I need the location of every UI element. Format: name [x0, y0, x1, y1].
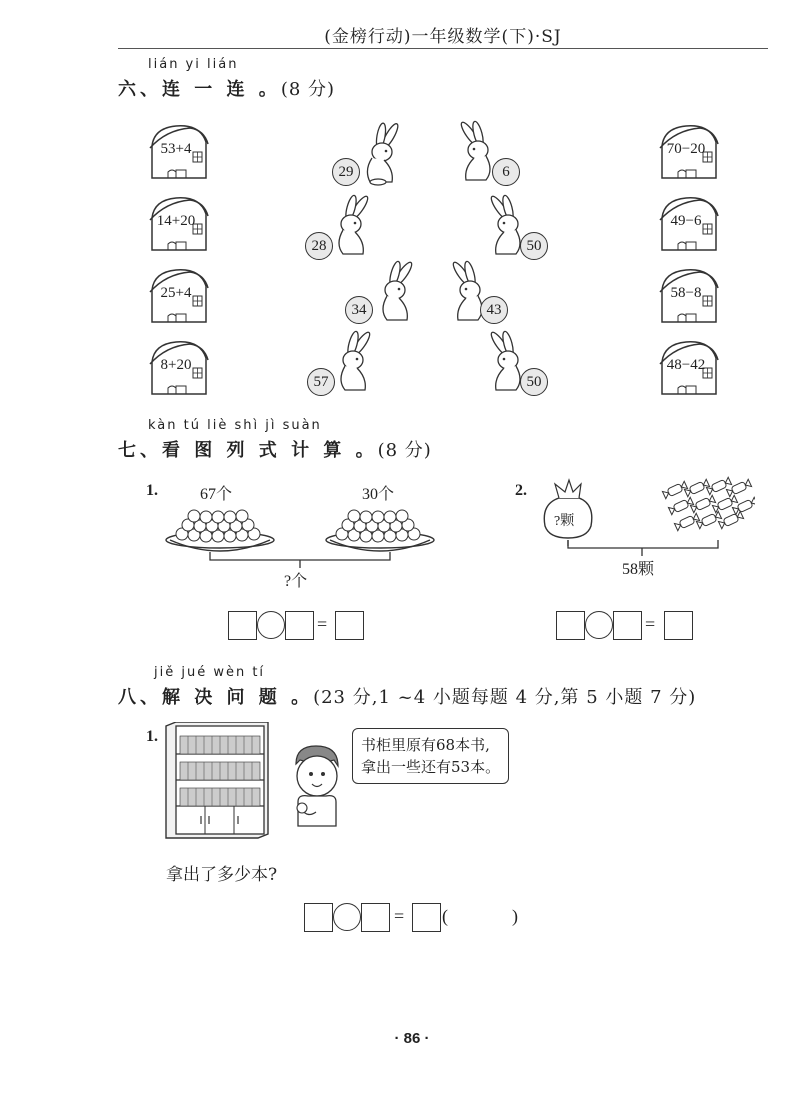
speech-line-1: 书柜里原有68本书, [361, 736, 490, 754]
answer-box[interactable] [285, 611, 314, 640]
rabbit-right-4[interactable] [478, 328, 558, 400]
answer-box[interactable] [304, 903, 333, 932]
house-left-4[interactable] [146, 336, 210, 398]
house-left-3[interactable] [146, 264, 210, 326]
q7-1-left-count: 67个 [200, 486, 233, 503]
section6-title [118, 75, 335, 101]
q7-2-total: 58颗 [622, 561, 655, 578]
house-expression: 14+20 [156, 213, 196, 229]
operator-circle[interactable] [585, 611, 613, 639]
unit-answer-field[interactable] [452, 903, 512, 931]
unit-paren-left: ( [442, 906, 448, 926]
equals-sign: = [645, 614, 656, 634]
house-right-4[interactable] [656, 336, 720, 398]
section8-title [118, 683, 696, 709]
q7-2-number: 2. [515, 482, 527, 499]
rabbit-left-3[interactable] [345, 258, 425, 330]
house-expression: 49−6 [670, 213, 702, 229]
speech-bubble [352, 728, 509, 784]
section8-title-text: 八、解 决 问 题 。 [118, 687, 314, 708]
operator-circle[interactable] [333, 903, 361, 931]
answer-box[interactable] [664, 611, 693, 640]
rabbit-number: 50 [520, 368, 548, 396]
answer-box[interactable] [361, 903, 390, 932]
answer-box[interactable] [613, 611, 642, 640]
unit-paren-right: ) [512, 906, 518, 926]
rabbit-number: 28 [305, 232, 333, 260]
house-left-2[interactable] [146, 192, 210, 254]
rabbit-number: 50 [520, 232, 548, 260]
answer-box[interactable] [335, 611, 364, 640]
section6-pinyin: lián yi lián [148, 57, 239, 72]
rabbit-icon [365, 258, 425, 328]
rabbit-left-1[interactable] [332, 118, 412, 190]
house-left-1[interactable] [146, 120, 210, 182]
page-header: (金榜行动)一年级数学(下)·SJ [324, 27, 562, 47]
rabbit-icon [354, 118, 414, 188]
rabbit-number: 29 [332, 158, 360, 186]
section6-title-text: 六、连 一 连 。 [118, 79, 281, 100]
answer-box[interactable] [228, 611, 257, 640]
header-rule [118, 48, 768, 49]
house-expression: 70−20 [666, 141, 706, 157]
rabbit-number: 34 [345, 296, 373, 324]
q8-1-question: 拿出了多少本? [166, 865, 278, 885]
section7-pinyin: kàn tú liè shì jì suàn [148, 418, 322, 433]
section8-pinyin: jiě jué wèn tí [154, 665, 266, 680]
rabbit-right-2[interactable] [478, 192, 558, 264]
fruit-plates-illustration [160, 498, 440, 573]
house-expression: 48−42 [666, 357, 706, 373]
house-expression: 8+20 [160, 357, 192, 373]
q8-1-number: 1. [146, 728, 158, 745]
house-expression: 25+4 [160, 285, 192, 301]
operator-circle[interactable] [257, 611, 285, 639]
section6-score: (8 分) [280, 79, 336, 100]
rabbit-left-2[interactable] [305, 192, 385, 264]
house-expression: 58−8 [670, 285, 702, 301]
rabbit-number: 6 [492, 158, 520, 186]
section8-score: (23 分,1 ~4 小题每题 4 分,第 5 小题 7 分) [313, 687, 697, 708]
house-expression: 53+4 [160, 141, 192, 157]
rabbit-left-4[interactable] [307, 328, 387, 400]
page-number: · 86 · [394, 1030, 430, 1047]
q7-1-right-count: 30个 [362, 486, 395, 503]
house-right-1[interactable] [656, 120, 720, 182]
house-right-2[interactable] [656, 192, 720, 254]
rabbit-right-3[interactable] [440, 258, 520, 330]
q7-1-total: ?个 [284, 573, 308, 590]
bookshelf-illustration [164, 722, 274, 840]
answer-box[interactable] [556, 611, 585, 640]
rabbit-number: 57 [307, 368, 335, 396]
section7-title [118, 436, 432, 462]
section7-score: (8 分) [377, 440, 432, 461]
rabbit-number: 43 [480, 296, 508, 324]
equals-sign: = [317, 614, 328, 634]
section7-title-text: 七、看 图 列 式 计 算 。 [118, 440, 378, 461]
q7-2-bag-label: ?颗 [554, 514, 575, 529]
answer-box[interactable] [412, 903, 441, 932]
speech-line-2: 拿出一些还有53本。 [361, 758, 501, 776]
boy-illustration [282, 742, 352, 832]
q7-1-number: 1. [146, 482, 158, 499]
house-right-3[interactable] [656, 264, 720, 326]
rabbit-right-1[interactable] [448, 118, 528, 190]
equals-sign: = [394, 906, 405, 926]
